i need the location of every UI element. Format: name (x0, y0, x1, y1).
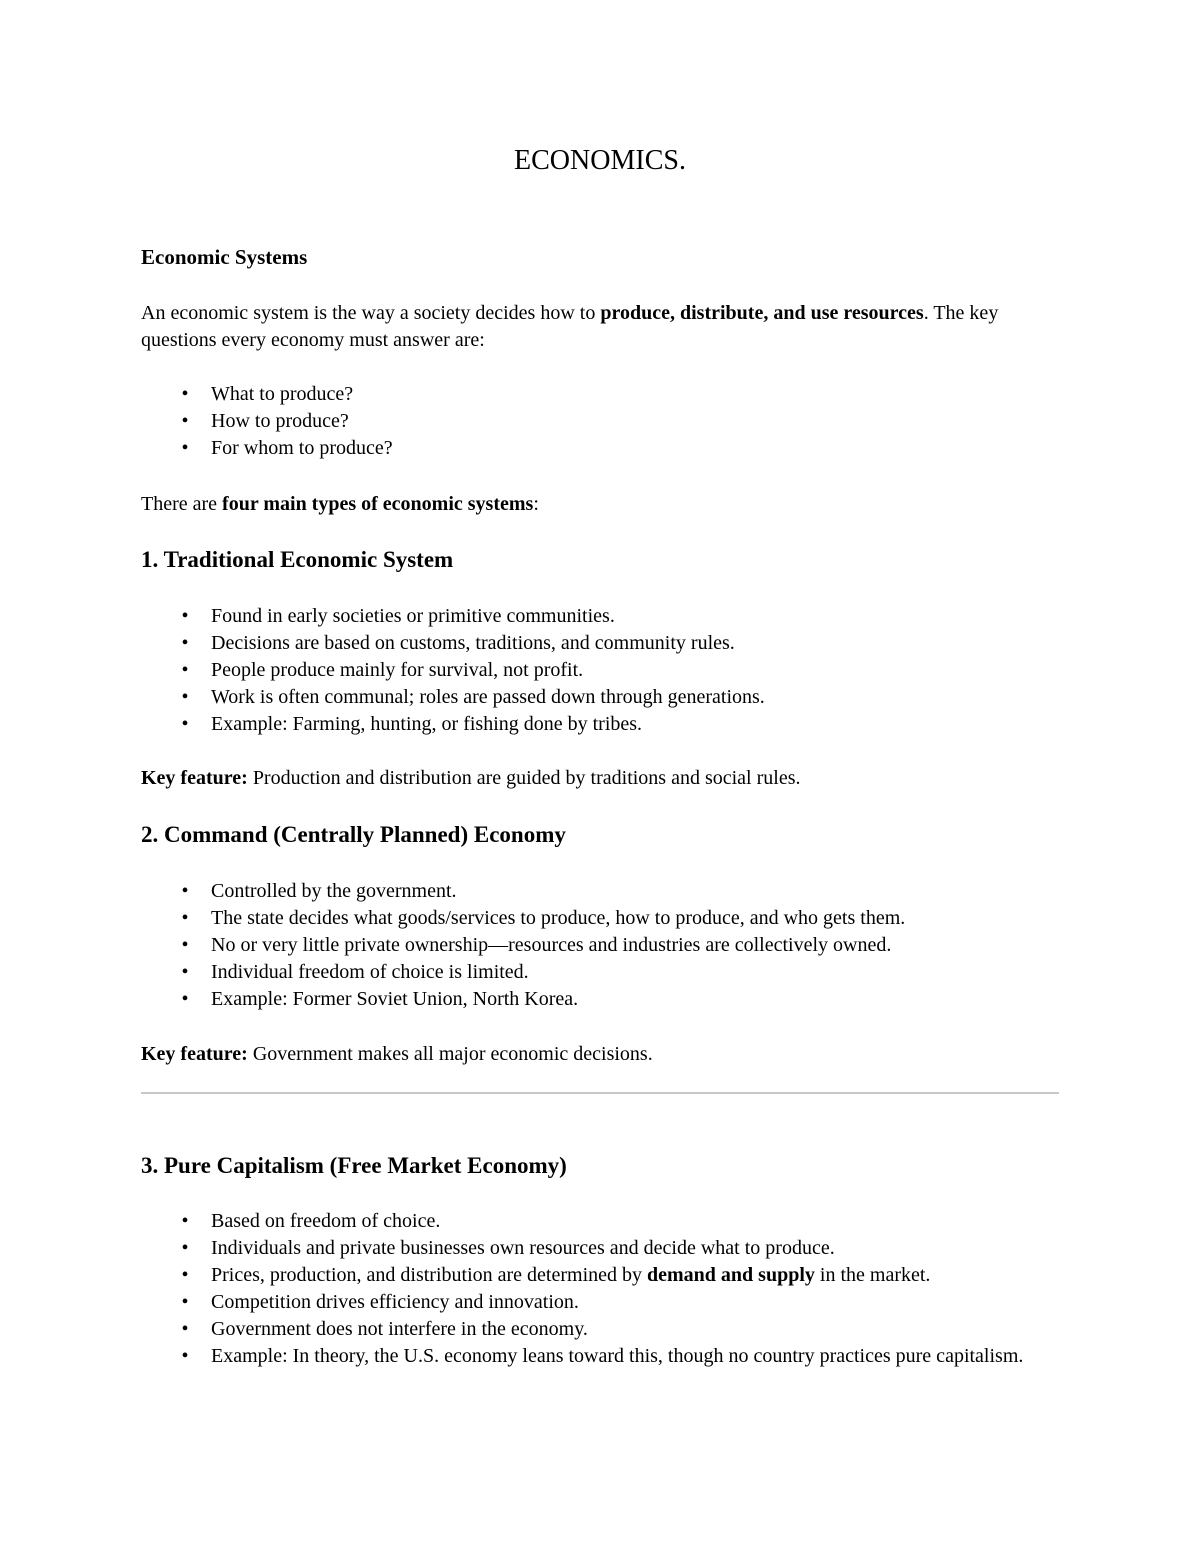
list-item: • No or very little private ownership—resources and industries are collectively owned. (141, 932, 1061, 959)
key-feature-label: Key feature: (141, 767, 248, 789)
traditional-key-feature: Key feature: Production and distribution are guided by traditions and social rules. (141, 767, 801, 789)
capitalism-list (141, 1208, 1061, 1370)
bullet-icon: • (181, 713, 189, 735)
key-questions-list (141, 381, 1061, 462)
list-item: • Controlled by the government. (141, 878, 1061, 905)
list-item: • Individual freedom of choice is limited. (141, 959, 1061, 986)
bullet-icon: • (181, 1345, 189, 1367)
bullet-icon: • (181, 961, 189, 983)
types-intro-paragraph: There are four main types of economic systems: (141, 493, 539, 515)
bullet-icon: • (181, 632, 189, 654)
bullet-icon: • (181, 907, 189, 929)
list-item: • Government does not interfere in the economy. (141, 1316, 1061, 1343)
bullet-icon: • (181, 1237, 189, 1259)
list-item: • The state decides what goods/services to produce, how to produce, and who gets them. (141, 905, 1061, 932)
bullet-icon: • (181, 686, 189, 708)
command-list (141, 878, 1061, 1013)
demand-supply-bold: demand and supply (647, 1264, 815, 1286)
section-heading-economic-systems: Economic Systems (141, 245, 308, 269)
horizontal-divider (141, 1092, 1059, 1094)
bullet-icon: • (181, 659, 189, 681)
bullet-icon: • (181, 605, 189, 627)
bullet-icon: • (181, 437, 189, 459)
list-item: • Example: Farming, hunting, or fishing done by tribes. (141, 711, 1061, 738)
bullet-icon: • (181, 1264, 189, 1286)
key-feature-label: Key feature: (141, 1043, 248, 1065)
list-item: • Individuals and private businesses own resources and decide what to produce. (141, 1235, 1061, 1262)
command-key-feature: Key feature: Government makes all major economic decisions. (141, 1043, 653, 1065)
list-item: • What to produce? (141, 381, 1061, 408)
bullet-icon: • (181, 1210, 189, 1232)
list-item: • Example: In theory, the U.S. economy leans toward this, though no country practices pure capitalism. (141, 1343, 1061, 1370)
bullet-icon: • (181, 988, 189, 1010)
heading-command: 2. Command (Centrally Planned) Economy (141, 822, 566, 847)
list-item: • Found in early societies or primitive communities. (141, 603, 1061, 630)
bullet-icon: • (181, 934, 189, 956)
list-item: • People produce mainly for survival, not profit. (141, 657, 1061, 684)
bullet-icon: • (181, 1318, 189, 1340)
bullet-icon: • (181, 880, 189, 902)
list-item: • Decisions are based on customs, traditions, and community rules. (141, 630, 1061, 657)
traditional-list (141, 603, 1061, 738)
document-title: ECONOMICS. (514, 145, 686, 176)
list-item: • Competition drives efficiency and innovation. (141, 1289, 1061, 1316)
types-intro-bold: four main types of economic systems (222, 493, 534, 515)
list-item: • Example: Former Soviet Union, North Korea. (141, 986, 1061, 1013)
intro-paragraph (141, 300, 1061, 354)
bullet-icon: • (181, 1291, 189, 1313)
list-item: • Work is often communal; roles are passed down through generations. (141, 684, 1061, 711)
list-item: • Prices, production, and distribution are determined by demand and supply in the market. (141, 1262, 1061, 1289)
bullet-icon: • (181, 410, 189, 432)
intro-text-2: . The key questions every economy must answer are: (141, 302, 999, 351)
list-item: • Based on freedom of choice. (141, 1208, 1061, 1235)
list-item: • For whom to produce? (141, 435, 1061, 462)
intro-text-1: An economic system is the way a society decides how to (141, 302, 601, 324)
list-item: • How to produce? (141, 408, 1061, 435)
heading-capitalism: 3. Pure Capitalism (Free Market Economy) (141, 1153, 567, 1178)
bullet-icon: • (181, 383, 189, 405)
intro-bold: produce, distribute, and use resources (600, 302, 924, 324)
heading-traditional: 1. Traditional Economic System (141, 547, 454, 572)
